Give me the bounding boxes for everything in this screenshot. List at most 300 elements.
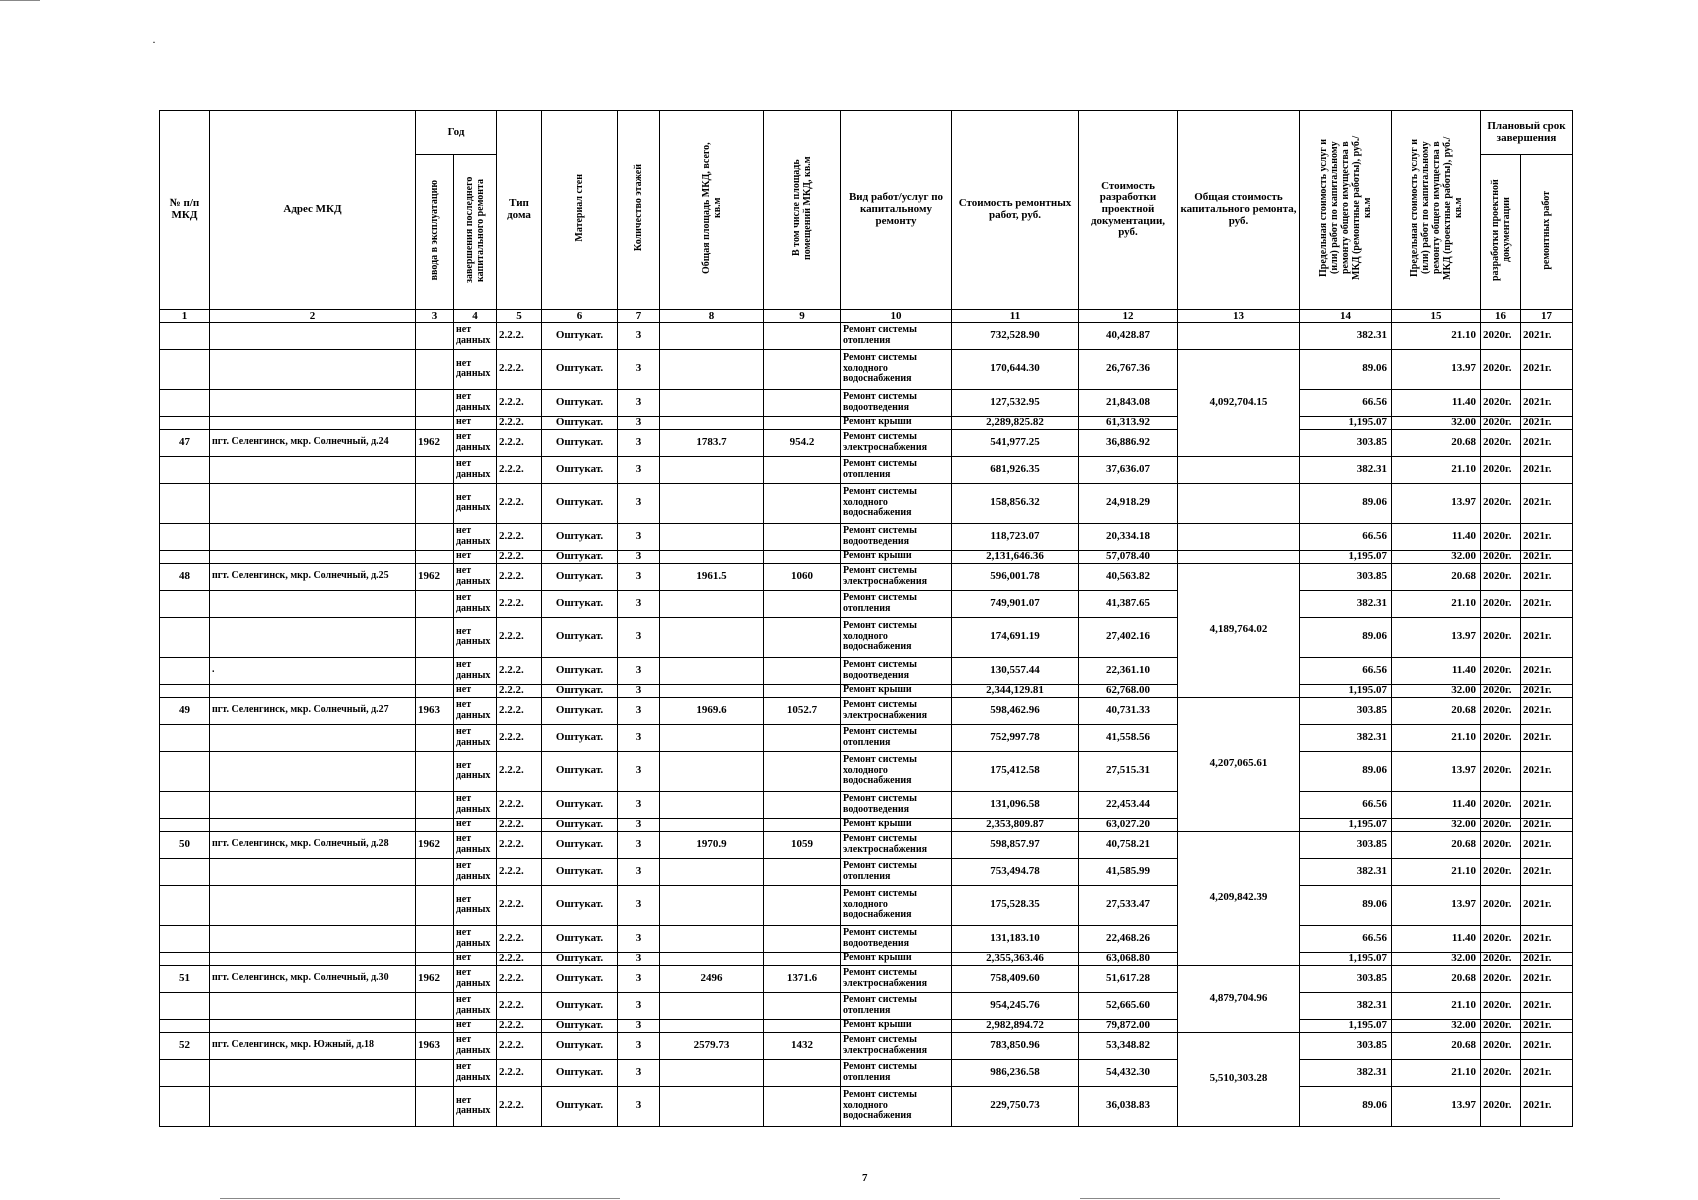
repair-cost: 229,750.73: [952, 1086, 1079, 1126]
limit-repair: 382.31: [1300, 858, 1392, 885]
floors: 3: [618, 550, 660, 563]
total-area: [660, 791, 764, 818]
commission-year: [416, 952, 454, 965]
work-type: Ремонт системы водоотведения: [841, 389, 952, 416]
limit-repair: 303.85: [1300, 429, 1392, 456]
table-row: [160, 483, 1573, 523]
address: [210, 818, 416, 831]
table-row: [160, 858, 1573, 885]
design-cost: 27,402.16: [1079, 617, 1178, 657]
last-repair: нет данных: [454, 563, 497, 590]
table-row: [160, 992, 1573, 1019]
term-repair: 2021г.: [1521, 1019, 1573, 1032]
limit-design: 32.00: [1392, 952, 1481, 965]
floors: 3: [618, 885, 660, 925]
total-cost: [1178, 322, 1300, 349]
wall-material: Оштукат.: [542, 952, 618, 965]
limit-repair: 66.56: [1300, 523, 1392, 550]
limit-repair: 1,195.07: [1300, 684, 1392, 697]
floors: 3: [618, 1059, 660, 1086]
total-area: 1969.6: [660, 697, 764, 724]
term-design: 2020г.: [1481, 965, 1521, 992]
commission-year: [416, 590, 454, 617]
last-repair: нет данных: [454, 523, 497, 550]
house-type: 2.2.2.: [497, 724, 542, 751]
house-type: 2.2.2.: [497, 563, 542, 590]
total-cost: [1178, 483, 1300, 523]
term-repair: 2021г.: [1521, 885, 1573, 925]
repair-cost: 541,977.25: [952, 429, 1079, 456]
scan-speck: ·: [152, 35, 156, 49]
premises-area: [764, 885, 841, 925]
column-number: 13: [1178, 309, 1300, 322]
total-area: 2579.73: [660, 1032, 764, 1059]
address: [210, 684, 416, 697]
floors: 3: [618, 791, 660, 818]
address: [210, 1086, 416, 1126]
row-number: [160, 992, 210, 1019]
row-number: [160, 349, 210, 389]
work-type: Ремонт системы отопления: [841, 1059, 952, 1086]
repair-cost: 2,344,129.81: [952, 684, 1079, 697]
wall-material: Оштукат.: [542, 925, 618, 952]
header-house-type: Тип дома: [497, 111, 542, 310]
last-repair: нет: [454, 550, 497, 563]
address: пгт. Селенгинск, мкр. Солнечный, д.30: [210, 965, 416, 992]
table-row: [160, 416, 1573, 429]
wall-material: Оштукат.: [542, 322, 618, 349]
column-number: 10: [841, 309, 952, 322]
row-number: 48: [160, 563, 210, 590]
table-row: [160, 697, 1573, 724]
total-area: [660, 684, 764, 697]
last-repair: нет данных: [454, 697, 497, 724]
term-repair: 2021г.: [1521, 657, 1573, 684]
row-number: [160, 952, 210, 965]
table-row: [160, 751, 1573, 791]
scan-edge-line-bottom: [220, 1198, 620, 1199]
wall-material: Оштукат.: [542, 550, 618, 563]
address: пгт. Селенгинск, мкр. Южный, д.18: [210, 1032, 416, 1059]
last-repair: нет: [454, 416, 497, 429]
term-repair: 2021г.: [1521, 858, 1573, 885]
last-repair: нет данных: [454, 456, 497, 483]
design-cost: 41,387.65: [1079, 590, 1178, 617]
term-repair: 2021г.: [1521, 550, 1573, 563]
table-row: [160, 563, 1573, 590]
wall-material: Оштукат.: [542, 1059, 618, 1086]
header-limit-repair: Предельная стоимость услуг и (или) работ по капитальному ремонту общего имущества в МКД (ремонтные работы), руб./кв.м: [1300, 111, 1392, 310]
term-design: 2020г.: [1481, 322, 1521, 349]
total-area: [660, 885, 764, 925]
work-type: Ремонт системы холодного водоснабжения: [841, 349, 952, 389]
header-limit-design: Предельная стоимость услуг и (или) работ по капитальному ремонту общего имущества в МКД (проектные работы), руб./кв.м: [1392, 111, 1481, 310]
term-design: 2020г.: [1481, 617, 1521, 657]
column-number: 14: [1300, 309, 1392, 322]
total-area: [660, 617, 764, 657]
column-number: 6: [542, 309, 618, 322]
design-cost: 26,767.36: [1079, 349, 1178, 389]
total-area: [660, 389, 764, 416]
commission-year: [416, 1059, 454, 1086]
work-type: Ремонт системы электроснабжения: [841, 697, 952, 724]
term-design: 2020г.: [1481, 483, 1521, 523]
term-repair: 2021г.: [1521, 791, 1573, 818]
commission-year: [416, 483, 454, 523]
address: [210, 322, 416, 349]
total-area: [660, 992, 764, 1019]
row-number: [160, 818, 210, 831]
house-type: 2.2.2.: [497, 617, 542, 657]
header-commission-year: ввода в эксплуатацию: [416, 155, 454, 310]
repair-cost: 174,691.19: [952, 617, 1079, 657]
work-type: Ремонт системы холодного водоснабжения: [841, 885, 952, 925]
premises-area: [764, 992, 841, 1019]
column-number: 16: [1481, 309, 1521, 322]
last-repair: нет данных: [454, 925, 497, 952]
commission-year: [416, 617, 454, 657]
premises-area: [764, 952, 841, 965]
floors: 3: [618, 416, 660, 429]
address: [210, 483, 416, 523]
row-number: [160, 684, 210, 697]
term-design: 2020г.: [1481, 818, 1521, 831]
design-cost: 22,468.26: [1079, 925, 1178, 952]
commission-year: [416, 818, 454, 831]
header-address: Адрес МКД: [210, 111, 416, 310]
header-floors: Количество этажей: [618, 111, 660, 310]
premises-area: [764, 657, 841, 684]
house-type: 2.2.2.: [497, 1019, 542, 1032]
row-number: [160, 389, 210, 416]
work-type: Ремонт системы отопления: [841, 322, 952, 349]
design-cost: 40,428.87: [1079, 322, 1178, 349]
design-cost: 62,768.00: [1079, 684, 1178, 697]
commission-year: 1962: [416, 831, 454, 858]
term-repair: 2021г.: [1521, 697, 1573, 724]
total-cost: 4,092,704.15: [1178, 349, 1300, 456]
last-repair: нет данных: [454, 1059, 497, 1086]
capital-repair-table: [159, 110, 1573, 1127]
table-row: [160, 389, 1573, 416]
limit-design: 21.10: [1392, 322, 1481, 349]
house-type: 2.2.2.: [497, 349, 542, 389]
term-design: 2020г.: [1481, 1086, 1521, 1126]
address: [210, 389, 416, 416]
wall-material: Оштукат.: [542, 858, 618, 885]
floors: 3: [618, 617, 660, 657]
work-type: Ремонт системы отопления: [841, 456, 952, 483]
repair-cost: 986,236.58: [952, 1059, 1079, 1086]
house-type: 2.2.2.: [497, 657, 542, 684]
total-area: [660, 550, 764, 563]
table-row: [160, 1019, 1573, 1032]
table-row: [160, 550, 1573, 563]
limit-repair: 303.85: [1300, 831, 1392, 858]
repair-cost: 175,528.35: [952, 885, 1079, 925]
header-number: № п/п МКД: [160, 111, 210, 310]
row-number: [160, 483, 210, 523]
premises-area: [764, 389, 841, 416]
limit-repair: 303.85: [1300, 563, 1392, 590]
commission-year: [416, 684, 454, 697]
floors: 3: [618, 992, 660, 1019]
commission-year: [416, 322, 454, 349]
design-cost: 63,068.80: [1079, 952, 1178, 965]
header-term-repair: ремонтных работ: [1521, 155, 1573, 310]
wall-material: Оштукат.: [542, 563, 618, 590]
wall-material: Оштукат.: [542, 684, 618, 697]
floors: 3: [618, 456, 660, 483]
floors: 3: [618, 563, 660, 590]
premises-area: [764, 684, 841, 697]
table-row: [160, 590, 1573, 617]
premises-area: [764, 724, 841, 751]
column-number: 1: [160, 309, 210, 322]
table-row: [160, 831, 1573, 858]
limit-repair: 66.56: [1300, 389, 1392, 416]
column-number: 4: [454, 309, 497, 322]
premises-area: [764, 858, 841, 885]
table-row: [160, 657, 1573, 684]
house-type: 2.2.2.: [497, 992, 542, 1019]
term-repair: 2021г.: [1521, 952, 1573, 965]
total-area: [660, 724, 764, 751]
term-design: 2020г.: [1481, 858, 1521, 885]
term-repair: 2021г.: [1521, 483, 1573, 523]
limit-repair: 303.85: [1300, 697, 1392, 724]
last-repair: нет данных: [454, 965, 497, 992]
total-area: [660, 1019, 764, 1032]
repair-cost: 596,001.78: [952, 563, 1079, 590]
commission-year: [416, 858, 454, 885]
work-type: Ремонт системы холодного водоснабжения: [841, 1086, 952, 1126]
premises-area: [764, 617, 841, 657]
design-cost: 20,334.18: [1079, 523, 1178, 550]
repair-cost: 749,901.07: [952, 590, 1079, 617]
table-row: [160, 429, 1573, 456]
term-repair: 2021г.: [1521, 416, 1573, 429]
limit-design: 32.00: [1392, 550, 1481, 563]
total-area: [660, 1086, 764, 1126]
commission-year: [416, 416, 454, 429]
term-design: 2020г.: [1481, 590, 1521, 617]
term-repair: 2021г.: [1521, 590, 1573, 617]
house-type: 2.2.2.: [497, 1059, 542, 1086]
address: пгт. Селенгинск, мкр. Солнечный, д.25: [210, 563, 416, 590]
wall-material: Оштукат.: [542, 456, 618, 483]
last-repair: нет данных: [454, 429, 497, 456]
header-premises-area: В том числе площадь помещений МКД, кв.м: [764, 111, 841, 310]
design-cost: 27,515.31: [1079, 751, 1178, 791]
row-number: [160, 657, 210, 684]
premises-area: 1052.7: [764, 697, 841, 724]
row-number: [160, 617, 210, 657]
last-repair: нет: [454, 684, 497, 697]
house-type: 2.2.2.: [497, 483, 542, 523]
total-cost: 4,207,065.61: [1178, 697, 1300, 831]
term-design: 2020г.: [1481, 416, 1521, 429]
row-number: [160, 590, 210, 617]
last-repair: нет данных: [454, 992, 497, 1019]
limit-design: 32.00: [1392, 684, 1481, 697]
design-cost: 22,361.10: [1079, 657, 1178, 684]
wall-material: Оштукат.: [542, 885, 618, 925]
limit-design: 21.10: [1392, 1059, 1481, 1086]
premises-area: [764, 1059, 841, 1086]
design-cost: 53,348.82: [1079, 1032, 1178, 1059]
premises-area: 1371.6: [764, 965, 841, 992]
design-cost: 40,731.33: [1079, 697, 1178, 724]
term-repair: 2021г.: [1521, 1086, 1573, 1126]
header-design-cost: Стоимость разработки проектной документации, руб.: [1079, 111, 1178, 310]
limit-design: 20.68: [1392, 1032, 1481, 1059]
term-design: 2020г.: [1481, 791, 1521, 818]
limit-repair: 89.06: [1300, 483, 1392, 523]
limit-repair: 66.56: [1300, 925, 1392, 952]
column-number: 8: [660, 309, 764, 322]
wall-material: Оштукат.: [542, 617, 618, 657]
design-cost: 22,453.44: [1079, 791, 1178, 818]
total-area: [660, 751, 764, 791]
wall-material: Оштукат.: [542, 965, 618, 992]
work-type: Ремонт системы холодного водоснабжения: [841, 751, 952, 791]
repair-cost: 2,355,363.46: [952, 952, 1079, 965]
page-number: 7: [862, 1172, 868, 1184]
floors: 3: [618, 483, 660, 523]
work-type: Ремонт крыши: [841, 818, 952, 831]
total-area: [660, 483, 764, 523]
limit-repair: 89.06: [1300, 885, 1392, 925]
repair-cost: 783,850.96: [952, 1032, 1079, 1059]
house-type: 2.2.2.: [497, 885, 542, 925]
header-work-type: Вид работ/услуг по капитальному ремонту: [841, 111, 952, 310]
work-type: Ремонт системы водоотведения: [841, 657, 952, 684]
work-type: Ремонт системы электроснабжения: [841, 1032, 952, 1059]
limit-repair: 1,195.07: [1300, 550, 1392, 563]
row-number: [160, 751, 210, 791]
last-repair: нет данных: [454, 791, 497, 818]
design-cost: 54,432.30: [1079, 1059, 1178, 1086]
last-repair: нет данных: [454, 657, 497, 684]
house-type: 2.2.2.: [497, 925, 542, 952]
table-row: [160, 1086, 1573, 1126]
column-number-row: [160, 309, 1573, 322]
work-type: Ремонт системы отопления: [841, 724, 952, 751]
floors: 3: [618, 697, 660, 724]
column-number: 9: [764, 309, 841, 322]
total-area: [660, 657, 764, 684]
design-cost: 41,585.99: [1079, 858, 1178, 885]
row-number: [160, 858, 210, 885]
limit-repair: 1,195.07: [1300, 952, 1392, 965]
premises-area: [764, 349, 841, 389]
house-type: 2.2.2.: [497, 322, 542, 349]
scan-edge-line: [0, 0, 40, 1]
floors: 3: [618, 925, 660, 952]
commission-year: 1962: [416, 965, 454, 992]
term-design: 2020г.: [1481, 389, 1521, 416]
term-repair: 2021г.: [1521, 523, 1573, 550]
column-number: 12: [1079, 309, 1178, 322]
address: [210, 952, 416, 965]
table-row: [160, 349, 1573, 389]
table-row: [160, 925, 1573, 952]
last-repair: нет данных: [454, 724, 497, 751]
limit-design: 21.10: [1392, 590, 1481, 617]
total-area: [660, 952, 764, 965]
table-row: [160, 523, 1573, 550]
total-area: [660, 523, 764, 550]
limit-repair: 66.56: [1300, 791, 1392, 818]
design-cost: 79,872.00: [1079, 1019, 1178, 1032]
last-repair: нет данных: [454, 1032, 497, 1059]
address: [210, 751, 416, 791]
term-design: 2020г.: [1481, 885, 1521, 925]
design-cost: 27,533.47: [1079, 885, 1178, 925]
wall-material: Оштукат.: [542, 349, 618, 389]
wall-material: Оштукат.: [542, 751, 618, 791]
total-area: [660, 322, 764, 349]
limit-design: 13.97: [1392, 1086, 1481, 1126]
term-design: 2020г.: [1481, 724, 1521, 751]
term-repair: 2021г.: [1521, 429, 1573, 456]
address: [210, 349, 416, 389]
total-cost: 4,209,842.39: [1178, 831, 1300, 965]
commission-year: 1963: [416, 697, 454, 724]
design-cost: 21,843.08: [1079, 389, 1178, 416]
wall-material: Оштукат.: [542, 416, 618, 429]
term-design: 2020г.: [1481, 429, 1521, 456]
header-term-design: разработки проектной документации: [1481, 155, 1521, 310]
limit-design: 21.10: [1392, 858, 1481, 885]
premises-area: 1060: [764, 563, 841, 590]
term-design: 2020г.: [1481, 349, 1521, 389]
row-number: 49: [160, 697, 210, 724]
total-cost: [1178, 550, 1300, 563]
row-number: [160, 523, 210, 550]
row-number: [160, 322, 210, 349]
row-number: [160, 791, 210, 818]
term-repair: 2021г.: [1521, 965, 1573, 992]
row-number: [160, 1019, 210, 1032]
row-number: [160, 416, 210, 429]
address: [210, 992, 416, 1019]
house-type: 2.2.2.: [497, 416, 542, 429]
wall-material: Оштукат.: [542, 483, 618, 523]
repair-cost: 758,409.60: [952, 965, 1079, 992]
term-repair: 2021г.: [1521, 818, 1573, 831]
wall-material: Оштукат.: [542, 1019, 618, 1032]
premises-area: 1059: [764, 831, 841, 858]
limit-design: 13.97: [1392, 483, 1481, 523]
row-number: [160, 724, 210, 751]
design-cost: 57,078.40: [1079, 550, 1178, 563]
term-design: 2020г.: [1481, 831, 1521, 858]
commission-year: [416, 1019, 454, 1032]
house-type: 2.2.2.: [497, 952, 542, 965]
address: [210, 885, 416, 925]
wall-material: Оштукат.: [542, 791, 618, 818]
limit-design: 32.00: [1392, 818, 1481, 831]
work-type: Ремонт системы водоотведения: [841, 791, 952, 818]
row-number: [160, 1059, 210, 1086]
row-number: 51: [160, 965, 210, 992]
row-number: 47: [160, 429, 210, 456]
term-design: 2020г.: [1481, 563, 1521, 590]
limit-design: 11.40: [1392, 925, 1481, 952]
limit-design: 32.00: [1392, 1019, 1481, 1032]
